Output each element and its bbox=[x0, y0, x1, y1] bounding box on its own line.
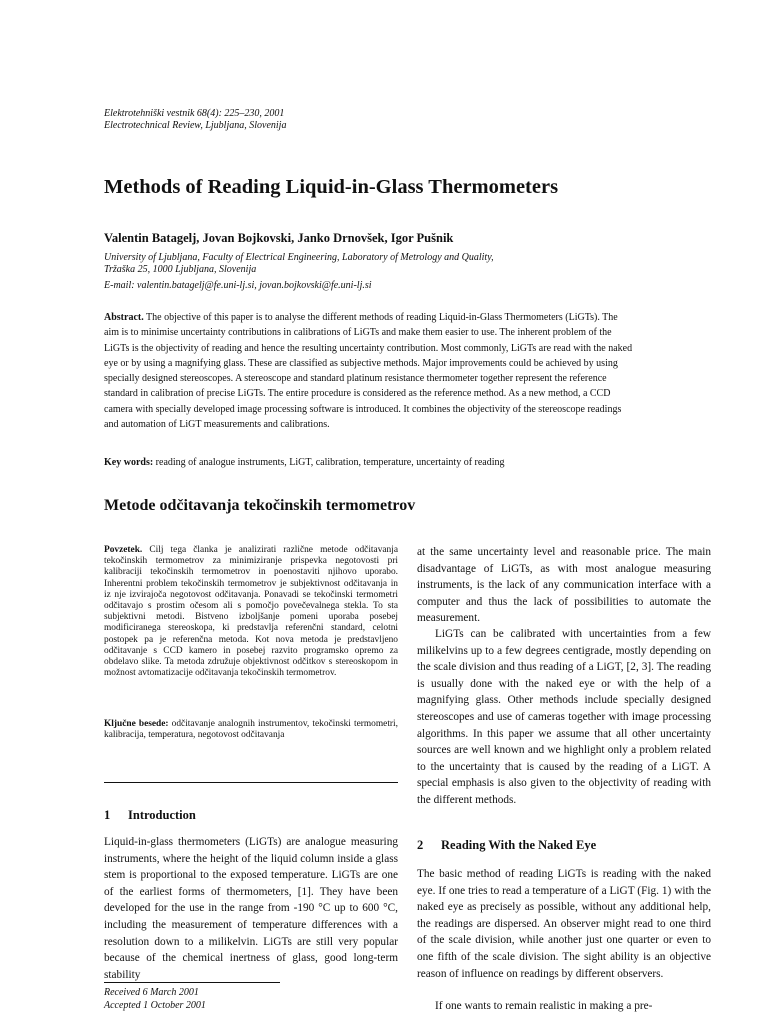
section-1-number: 1 bbox=[104, 808, 111, 822]
kljucne-besede bbox=[104, 719, 398, 741]
keywords bbox=[104, 457, 505, 468]
journal-line-1: Elektrotehniški vestnik 68(4): 225–230, 2001 bbox=[104, 108, 285, 119]
abstract bbox=[104, 310, 634, 432]
email-line: E-mail: valentin.batagelj@fe.uni-lj.si, jovan.bojkovski@fe.uni-lj.si bbox=[104, 280, 372, 291]
keywords-label: Key words: bbox=[104, 457, 154, 468]
section-2-title: Reading With the Naked Eye bbox=[441, 838, 597, 852]
accepted-date: Accepted 1 October 2001 bbox=[104, 1000, 206, 1011]
intro-paragraph-2: LiGTs can be calibrated with uncertainties from a few milikelvins up to a few degrees centigrade, mostly depending on the scale division and thus reading of a LiGT, [2, 3]. The reading is usually done with the naked eye or with the help of a magnifying glass. Other methods include specially designed stereoscopes and use of cameras together with image processing algorithms. In this paper we assume that all other uncertainty sources are well known and we highlight only a problem related to the uncertainty that is caused by the reading of a LiGT. A special emphasis is also given to the objectivity of reading with the different methods. bbox=[417, 628, 711, 806]
section-2-number: 2 bbox=[417, 838, 424, 852]
keywords-text: reading of analogue instruments, LiGT, calibration, temperature, uncertainty of reading bbox=[153, 457, 505, 468]
povzetek-text: Cilj tega članka je analizirati različne metode odčitavanja tekočinskih termometrov za minimiziranje prispevka negotovosti pri kalibraciji tekočinskih termometrov in poenostaviti njihovo uporabo. Inherentni problem tekočinskih termometrov je subjektivnost odčitavanja in iz nje izvirajoča negotovost odčitavanja. Ponavadi se tekočinski termometri odčitavajo s prostim očesom ali s pomočjo povečevalnega stekla. To sta subjektivni metodi. Bistveno izboljšanje pomeni uporaba posebej modificiranega stereoskopa, ki predstavlja referenčni standard, celotni postopek pa je referenčna metoda. Kot nova metoda je predstavljeno odčitavanje s CCD kamero in posebej razvito programsko opremo za obdelavo slike. Ta metoda združuje objektivnost odčitkov s stereoskopom in možnost avtomatizacije odčitavanja tekočinskih termometrov. bbox=[104, 545, 398, 679]
affiliation-line-2: Tržaška 25, 1000 Ljubljana, Slovenija bbox=[104, 263, 257, 275]
slovene-title: Metode odčitavanja tekočinskih termometrov bbox=[104, 497, 416, 514]
naked-eye-paragraph-2: If one wants to remain realistic in making a pre- bbox=[435, 1000, 653, 1012]
section-2-heading bbox=[417, 838, 596, 853]
affiliation bbox=[104, 252, 664, 275]
affiliation-line-1: University of Ljubljana, Faculty of Electrical Engineering, Laboratory of Metrology and Quality, bbox=[104, 252, 494, 263]
abstract-text: The objective of this paper is to analyse the different methods of reading Liquid-in-Glass Thermometers (LiGTs). The aim is to minimise uncertainty contributions in calibrations of LiGTs and make them easier to use. The inherent problem of the LiGTs is the objectivity of reading and hence the resulting uncertainty contribution. Most commonly, LiGTs are read with the naked eye or by using a magnifying glass. These are classified as subjective methods. Major improvements could be achieved by using specially designed stereoscopes. A stereoscope and standard platinum resistance thermometer together represent the reference standard in calibration of precise LiGTs. The entire procedure is considered as the reference method. As a new method, a CCD camera with specially developed image processing software is introduced. It combines the objectivity of the stereoscope readings and automation of LiGT measurements and calibrations. bbox=[104, 312, 633, 431]
section-divider bbox=[104, 782, 398, 783]
journal-citation bbox=[104, 108, 286, 132]
povzetek bbox=[104, 545, 398, 679]
kljucne-label: Ključne besede: bbox=[104, 719, 169, 729]
intro-paragraph-1-continued: at the same uncertainty level and reasonable price. The main disadvantage of LiGTs, as with most analogue measuring instruments, is the lack of any communication interface with a computer and thus the lack of possibilities to automate the measurement. bbox=[417, 546, 711, 625]
paper-title: Methods of Reading Liquid-in-Glass Thermometers bbox=[104, 176, 559, 198]
section-1-heading bbox=[104, 808, 196, 823]
kljucne-text: odčitavanje analognih instrumentov, tekočinski termometri, kalibracija, temperatura, negotovost odčitavanja bbox=[104, 719, 398, 741]
abstract-label: Abstract. bbox=[104, 312, 144, 323]
section-1-title: Introduction bbox=[128, 808, 196, 822]
journal-line-2: Electrotechnical Review, Ljubljana, Slovenija bbox=[104, 120, 287, 131]
author-list: Valentin Batagelj, Jovan Bojkovski, Janko Drnovšek, Igor Pušnik bbox=[104, 231, 454, 245]
povzetek-label: Povzetek. bbox=[104, 545, 143, 555]
received-date: Received 6 March 2001 bbox=[104, 987, 199, 998]
naked-eye-paragraph-1: The basic method of reading LiGTs is reading with the naked eye. If one tries to read a temperature of a LiGT (Fig. 1) with the naked eye as precisely as possible, without any additional help, the readings are dispersed. An observer might read to one third of the scale division, while another just one quarter or even to one fifth of the scale division. The sight ability is an objective reason of influence on readings by different observers. bbox=[417, 868, 711, 980]
intro-paragraph-1: Liquid-in-glass thermometers (LiGTs) are analogue measuring instruments, where the height of the liquid column inside a glass stem is proportional to the exposed temperature. LiGTs are one of the earliest forms of thermometers, [1]. They have been developed for the use in the range from -190 °C up to 600 °C, including the measurement of temperature differences with a resolution down to a milikelvin. LiGTs are still very popular because of the chemical inertness of glass, good long-term stability bbox=[104, 836, 398, 981]
footnote-rule bbox=[104, 982, 280, 983]
footnote bbox=[104, 986, 206, 1012]
